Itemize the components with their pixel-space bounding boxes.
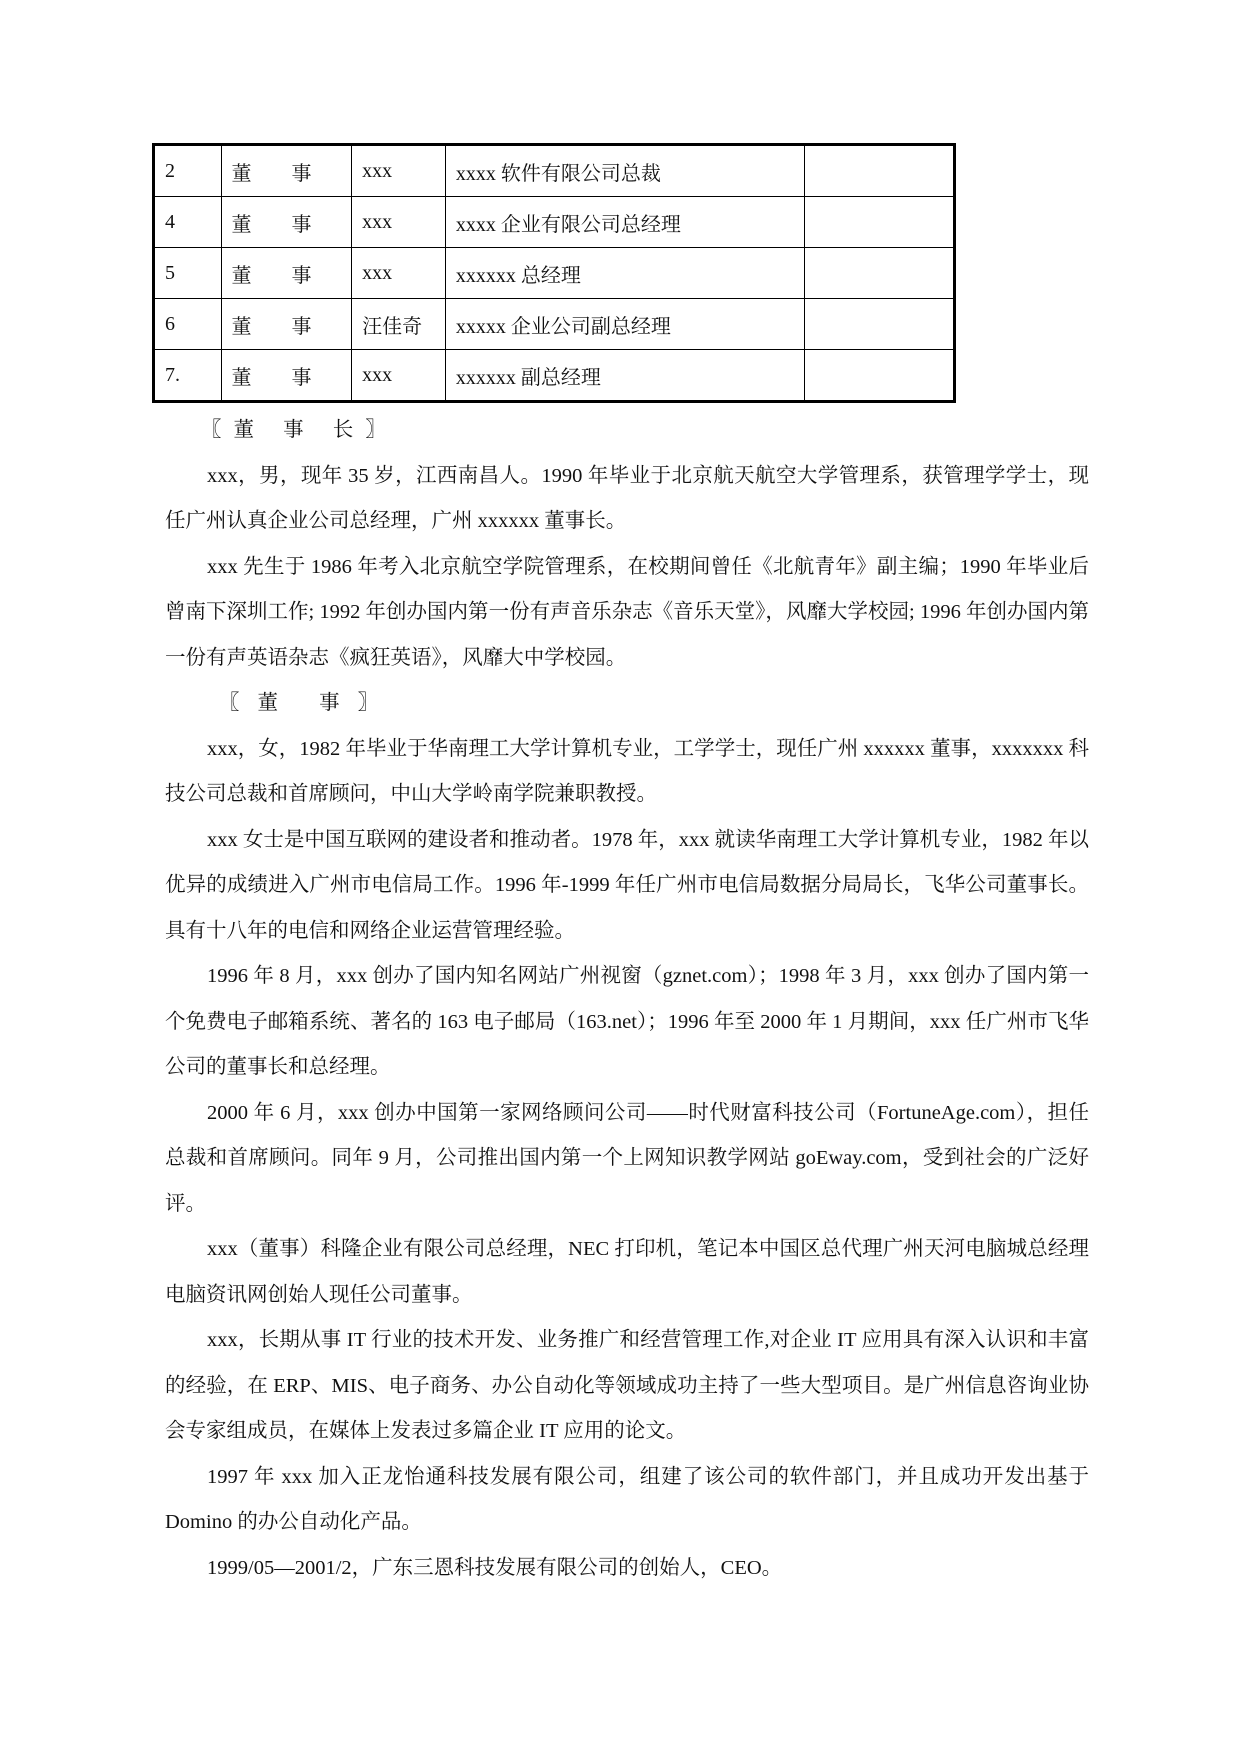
- director-paragraph: xxx，女，1982 年毕业于华南理工大学计算机专业，工学学士，现任广州 xxxxxx 董事，xxxxxxx 科技公司总裁和首席顾问，中山大学岭南学院兼职教授。: [165, 737, 1089, 805]
- member-note: [804, 197, 955, 248]
- member-role: 董 事: [221, 350, 352, 402]
- director-paragraph: 1997 年 xxx 加入正龙怡通科技发展有限公司，组建了该公司的软件部门，并且成功开发出基于 Domino 的办公自动化产品。: [165, 1465, 1089, 1533]
- director-paragraph: 1996 年 8 月，xxx 创办了国内知名网站广州视窗（gznet.com）；1998 年 3 月，xxx 创办了国内第一个免费电子邮箱系统、著名的 163 电子邮局（163.net）；1996 年至 2000 年 1 月期间，xxx 任广州市飞华公司的董事长和总经理。: [165, 965, 1089, 1078]
- member-name: xxx: [352, 350, 446, 402]
- member-name: xxx: [352, 248, 446, 299]
- row-number: 6: [154, 299, 222, 350]
- member-position: xxxxxx 总经理: [445, 248, 804, 299]
- member-role: 董 事: [221, 299, 352, 350]
- member-name: xxx: [352, 197, 446, 248]
- member-role: 董 事: [221, 145, 352, 197]
- member-role: 董 事: [221, 248, 352, 299]
- table-row: [154, 299, 955, 350]
- chairman-paragraph: xxx 先生于 1986 年考入北京航空学院管理系，在校期间曾任《北航青年》副主编；1990 年毕业后曾南下深圳工作; 1992 年创办国内第一份有声音乐杂志《音乐天堂》，风靡大学校园; 1996 年创办国内第一份有声英语杂志《疯狂英语》，风靡大中学校园。: [165, 555, 1089, 669]
- member-note: [804, 299, 955, 350]
- director-paragraph: 2000 年 6 月，xxx 创办中国第一家网络顾问公司——时代财富科技公司（FortuneAge.com），担任总裁和首席顾问。同年 9 月，公司推出国内第一个上网知识教学网站 goEway.com，受到社会的广泛好评。: [165, 1101, 1089, 1215]
- table-row: [154, 197, 955, 248]
- table-row: [154, 145, 955, 197]
- chairman-heading: 〖董 事 长〗: [201, 419, 398, 441]
- director-paragraph: 1999/05—2001/2，广东三恩科技发展有限公司的创始人，CEO。: [207, 1556, 783, 1579]
- member-name: 汪佳奇: [352, 299, 446, 350]
- member-position: xxxxxx 副总经理: [445, 350, 804, 402]
- director-paragraph: xxx，长期从事 IT 行业的技术开发、业务推广和经营管理工作,对企业 IT 应用具有深入认识和丰富的经验，在 ERP、MIS、电子商务、办公自动化等领域成功主持了一些大型项目。是广州信息咨询业协会专家组成员，在媒体上发表过多篇企业 IT 应用的论文。: [165, 1329, 1089, 1442]
- member-position: xxxx 企业有限公司总经理: [445, 197, 804, 248]
- row-number: 5: [154, 248, 222, 299]
- director-heading: 〖董 事〗: [219, 692, 397, 714]
- table-row: [154, 248, 955, 299]
- member-note: [804, 248, 955, 299]
- row-number: 7.: [154, 350, 222, 402]
- director-paragraph: xxx（董事）科隆企业有限公司总经理，NEC 打印机，笔记本中国区总代理广州天河电脑城总经理电脑资讯网创始人现任公司董事。: [165, 1238, 1089, 1306]
- member-position: xxxx 软件有限公司总裁: [445, 145, 804, 197]
- chairman-paragraph: xxx，男，现年 35 岁，江西南昌人。1990 年毕业于北京航天航空大学管理系，获管理学学士，现任广州认真企业公司总经理，广州 xxxxxx 董事长。: [165, 464, 1089, 532]
- row-number: 4: [154, 197, 222, 248]
- member-role: 董 事: [221, 197, 352, 248]
- member-note: [804, 145, 955, 197]
- director-paragraph: xxx 女士是中国互联网的建设者和推动者。1978 年，xxx 就读华南理工大学计算机专业，1982 年以优异的成绩进入广州市电信局工作。1996 年-1999 年任广州市电信局数据分局局长，飞华公司董事长。具有十八年的电信和网络企业运营管理经验。: [165, 828, 1089, 942]
- member-name: xxx: [352, 145, 446, 197]
- row-number: 2: [154, 145, 222, 197]
- board-members-table: [152, 143, 956, 403]
- document-body: [165, 408, 1089, 1591]
- table-row: [154, 350, 955, 402]
- member-note: [804, 350, 955, 402]
- member-position: xxxxx 企业公司副总经理: [445, 299, 804, 350]
